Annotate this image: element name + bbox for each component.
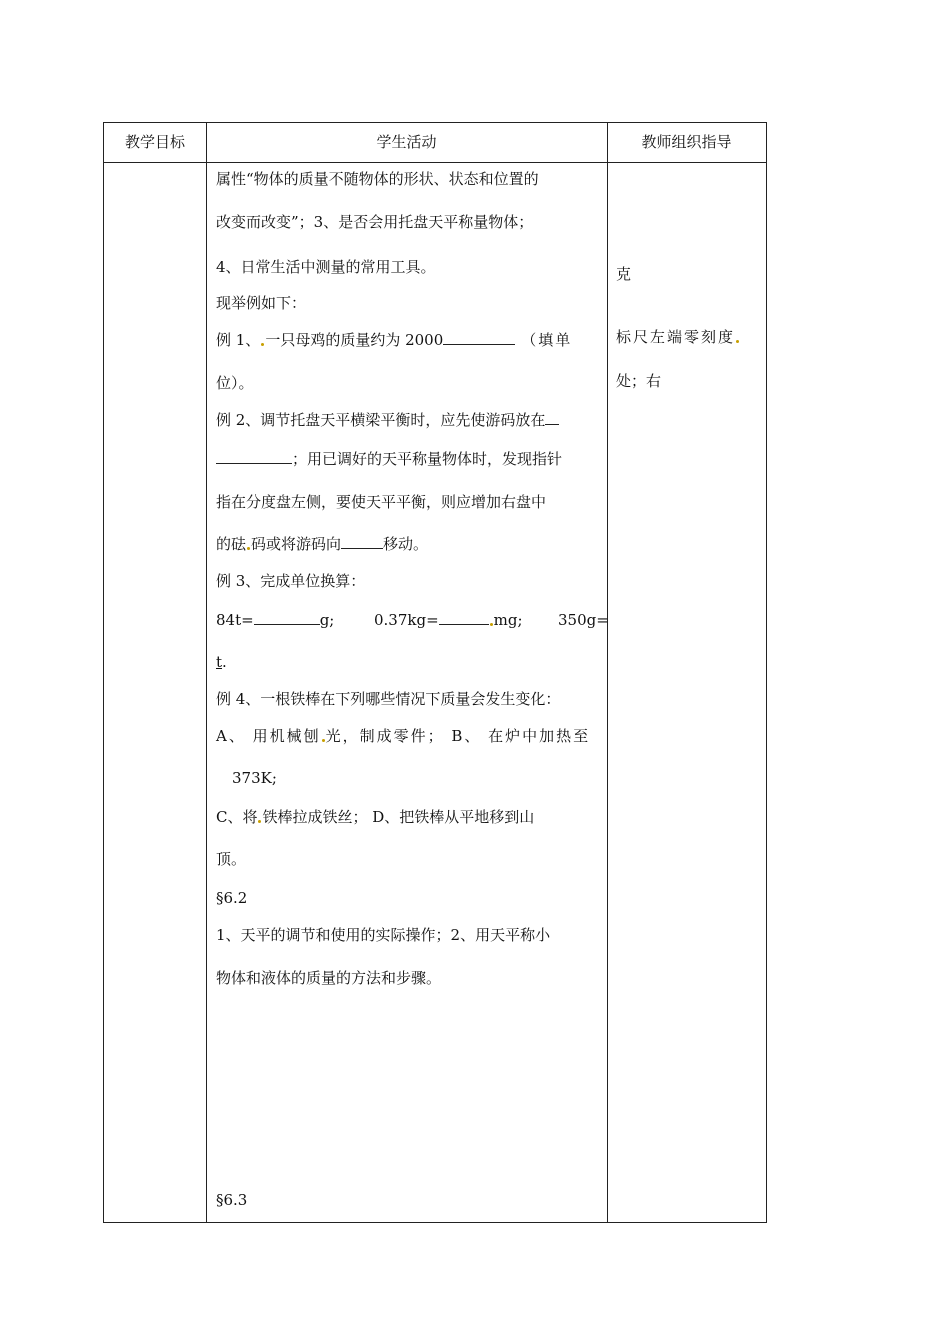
text-fragment: t (216, 653, 223, 671)
text-line: 改变而改变”；3、是否会用托盘天平称量物体； (216, 213, 534, 231)
column-divider (607, 123, 608, 1222)
example-2-cont (216, 449, 562, 469)
conversion-2 (374, 610, 523, 630)
text-line: 373K; (232, 769, 277, 787)
text-fragment: 84t= (216, 611, 254, 629)
marker-dot (736, 340, 739, 343)
text-fragment: A、 用机械刨 (216, 727, 321, 745)
text-fragment: C、将 (216, 808, 258, 826)
blank-line (341, 534, 383, 549)
example-2-text: ；用已调好的天平称量物体时，发现指针 (292, 450, 563, 468)
text-line: 现举例如下： (216, 294, 307, 312)
lesson-table (103, 122, 767, 1223)
example-2 (216, 410, 559, 430)
text-line: 指在分度盘左侧，要使天平平衡，则应增加右盘中 (216, 493, 547, 511)
text-line: 4、日常生活中测量的常用工具。 (216, 258, 436, 276)
text-line: 1、天平的调节和使用的实际操作；2、用天平称小 (216, 926, 551, 944)
text-fragment: . (222, 653, 227, 671)
conversion-tail (216, 652, 227, 672)
column-divider (206, 123, 207, 1222)
example-1-label: 例 1、 (216, 331, 261, 349)
text-fragment: 标尺左端零刻度 (616, 328, 736, 346)
option-c (216, 807, 534, 827)
example-2-text: 例 2、调节托盘天平横梁平衡时，应先使游码放在 (216, 411, 546, 429)
text-fragment: 铁棒拉成铁丝； D、把铁棒从平地移到山 (262, 808, 535, 826)
marker-dot (261, 343, 264, 346)
text-fragment: 350g= (558, 611, 609, 629)
text-line: 例 4、一根铁棒在下列哪些情况下质量会发生变化： (216, 690, 561, 708)
header-teaching-goal: 教学目标 (124, 133, 185, 151)
blank-line (216, 449, 292, 464)
text-fragment: 码或将游码向 (251, 535, 342, 553)
text-fragment: g; (319, 611, 335, 629)
text-fragment: 0.37kg= (374, 611, 439, 629)
section-6-2: §6.2 (216, 889, 248, 907)
teacher-note: 处；右 (616, 372, 662, 390)
text-line: 例 3、完成单位换算： (216, 572, 366, 590)
header-teacher-guidance: 教师组织指导 (641, 133, 732, 151)
blank-line (545, 410, 559, 425)
option-a (216, 726, 590, 746)
blank-line (439, 610, 489, 625)
marker-dot (247, 547, 250, 550)
text-line: 属性“物体的质量不随物体的形状、状态和位置的 (216, 170, 539, 188)
example-1-text: 一只母鸡的质量约为 2000 (265, 331, 444, 349)
text-fragment: 的砝 (216, 535, 247, 553)
example-1-tail: （填单 (521, 331, 573, 349)
example-2-end (216, 534, 428, 554)
text-fragment: mg; (493, 611, 523, 629)
section-6-3: §6.3 (216, 1191, 248, 1209)
example-1 (216, 330, 572, 350)
text-fragment: 光，制成零件； B、 在炉中加热至 (325, 727, 591, 745)
header-student-activity: 学生活动 (376, 133, 437, 151)
blank-line (254, 610, 320, 625)
teacher-note: 克 (616, 265, 632, 283)
blank-line (443, 330, 515, 345)
marker-dot (322, 739, 325, 742)
text-line: 物体和液体的质量的方法和步骤。 (216, 969, 442, 987)
text-line: 位）。 (216, 374, 254, 392)
header-divider (104, 162, 766, 163)
text-fragment: 移动。 (383, 535, 429, 553)
marker-dot (490, 623, 493, 626)
teacher-note (616, 327, 740, 347)
text-line: 顶。 (216, 850, 247, 868)
conversion-line (216, 610, 609, 630)
